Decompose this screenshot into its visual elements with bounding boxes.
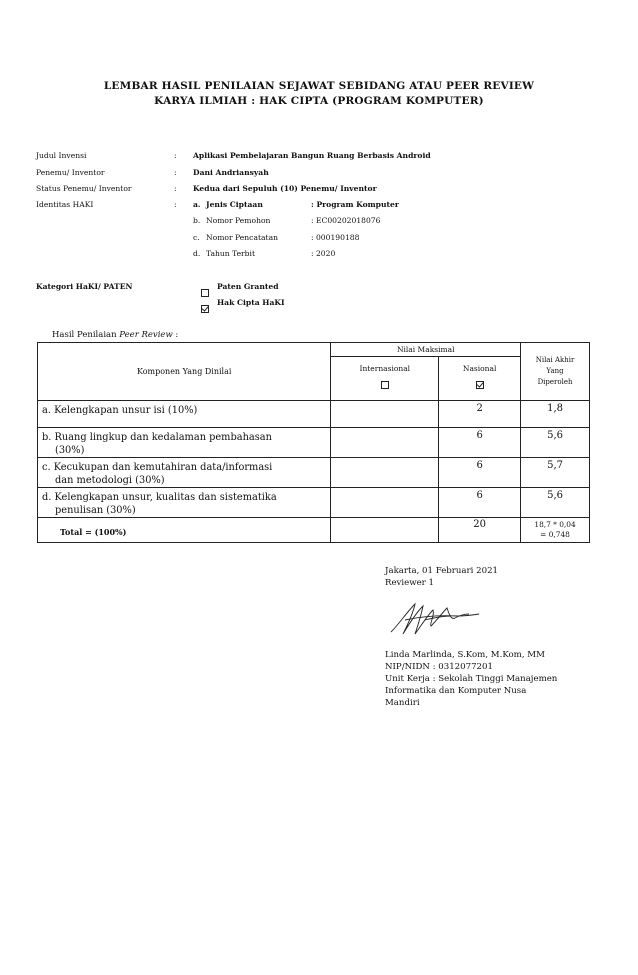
- header-component-cell: [38, 343, 331, 401]
- assessment-table: [37, 342, 590, 543]
- checkbox-hak-cipta[interactable]: [201, 298, 209, 317]
- colon: :: [174, 168, 177, 177]
- reviewer-label: Reviewer 1: [385, 578, 434, 588]
- label-status: Status Penemu/ Inventor: [36, 184, 132, 193]
- caption-text: Hasil Penilaian: [52, 330, 117, 340]
- label-identitas-haki: Identitas HAKI: [36, 200, 94, 209]
- row-c-final: 5,7: [547, 460, 563, 471]
- row-b-final: 5,6: [547, 430, 563, 441]
- total-label: Total = (100%): [60, 527, 127, 537]
- row-d-line2: penulisan (30%): [55, 505, 136, 516]
- header-nasional: Nasional: [462, 363, 497, 373]
- haki-value-tahun: : 2020: [311, 249, 336, 258]
- label-kategori: Kategori HaKI/ PATEN: [36, 282, 133, 291]
- reviewer-unit-line2: Informatika dan Komputer Nusa: [385, 686, 527, 696]
- row-b-nasional: 6: [476, 430, 483, 441]
- row-d-label: [38, 488, 330, 517]
- reviewer-unit-line3: Mandiri: [385, 698, 420, 708]
- colon: :: [174, 200, 177, 209]
- colon: :: [174, 151, 177, 160]
- header-intl: Internasional: [359, 363, 411, 373]
- haki-value-pencatatan: : 000190188: [311, 233, 360, 242]
- table-row: [38, 401, 590, 428]
- row-b-line2: (30%): [55, 445, 85, 456]
- header-max-cell: [331, 343, 521, 357]
- checkbox-nasional[interactable]: [439, 375, 520, 394]
- haki-letter: b.: [193, 216, 201, 225]
- header-nasional-cell: [439, 357, 521, 401]
- reviewer-nip: NIP/NIDN : 0312077201: [385, 662, 493, 672]
- row-a-nasional: 2: [476, 403, 483, 414]
- row-b-line1: b. Ruang lingkup dan kedalaman pembahasan: [42, 432, 272, 443]
- header-final-1: Nilai Akhir: [535, 356, 575, 364]
- table-row: [38, 428, 590, 458]
- value-judul: Aplikasi Pembelajaran Bangun Ruang Berbasis Android: [193, 151, 431, 160]
- haki-value-pemohon: : EC00202018076: [311, 216, 381, 225]
- row-c-nasional: 6: [476, 460, 483, 471]
- value-status: Kedua dari Sepuluh (10) Penemu/ Inventor: [193, 184, 377, 193]
- document-title-line2: KARYA ILMIAH : HAK CIPTA (PROGRAM KOMPUTER): [154, 95, 484, 107]
- total-final-2: = 0,748: [540, 530, 570, 539]
- assessment-caption: [52, 330, 178, 340]
- row-d-line1: d. Kelengkapan unsur, kualitas dan sistematika: [42, 492, 277, 503]
- header-final-cell: [521, 343, 590, 401]
- row-d-final: 5,6: [547, 490, 563, 501]
- row-a-label: a. Kelengkapan unsur isi (10%): [42, 405, 198, 416]
- total-nasional: 20: [473, 519, 486, 530]
- label-penemu: Penemu/ Inventor: [36, 168, 105, 177]
- row-c-label: [38, 458, 330, 487]
- header-final-3: Diperoleh: [537, 378, 573, 386]
- label-judul: Judul Invensi: [36, 151, 87, 160]
- reviewer-name: Linda Marlinda, S.Kom, M.Kom, MM: [385, 650, 545, 660]
- total-final-1: 18,7 * 0,04: [534, 520, 576, 529]
- colon: :: [174, 184, 177, 193]
- header-intl-cell: [331, 357, 439, 401]
- table-row: [38, 488, 590, 518]
- row-a-final: 1,8: [547, 403, 563, 414]
- haki-label-tahun: Tahun Terbit: [206, 249, 256, 258]
- table-row: [38, 458, 590, 488]
- row-b-label: [38, 428, 330, 457]
- haki-label-pencatatan: Nomor Pencatatan: [206, 233, 279, 242]
- row-c-line1: c. Kecukupan dan kemutahiran data/informasi: [42, 462, 273, 473]
- option-hak-cipta: Hak Cipta HaKI: [217, 298, 285, 307]
- row-c-line2: dan metodologi (30%): [55, 475, 165, 486]
- caption-colon: :: [175, 330, 179, 340]
- reviewer-unit-line1: Unit Kerja : Sekolah Tinggi Manajemen: [385, 674, 558, 684]
- table-row-total: [38, 518, 590, 543]
- place-date: Jakarta, 01 Februari 2021: [385, 566, 499, 576]
- value-penemu: Dani Andriansyah: [193, 168, 269, 177]
- haki-value-jenis: : Program Komputer: [311, 200, 399, 209]
- haki-label-jenis: Jenis Ciptaan: [206, 200, 263, 209]
- header-max: Nilai Maksimal: [396, 345, 455, 354]
- haki-letter: c.: [193, 233, 200, 242]
- caption-peer-review: Peer Review: [119, 330, 173, 340]
- header-component: Komponen Yang Dinilai: [136, 367, 232, 376]
- header-final-2: Yang: [546, 367, 564, 375]
- haki-letter: d.: [193, 249, 201, 258]
- signature-image: [385, 598, 485, 640]
- haki-label-pemohon: Nomor Pemohon: [206, 216, 271, 225]
- haki-letter: a.: [193, 200, 201, 209]
- option-paten-granted: Paten Granted: [217, 282, 279, 291]
- document-title-line1: LEMBAR HASIL PENILAIAN SEJAWAT SEBIDANG ATAU PEER REVIEW: [103, 80, 535, 92]
- checkbox-internasional[interactable]: [331, 375, 438, 394]
- row-d-nasional: 6: [476, 490, 483, 501]
